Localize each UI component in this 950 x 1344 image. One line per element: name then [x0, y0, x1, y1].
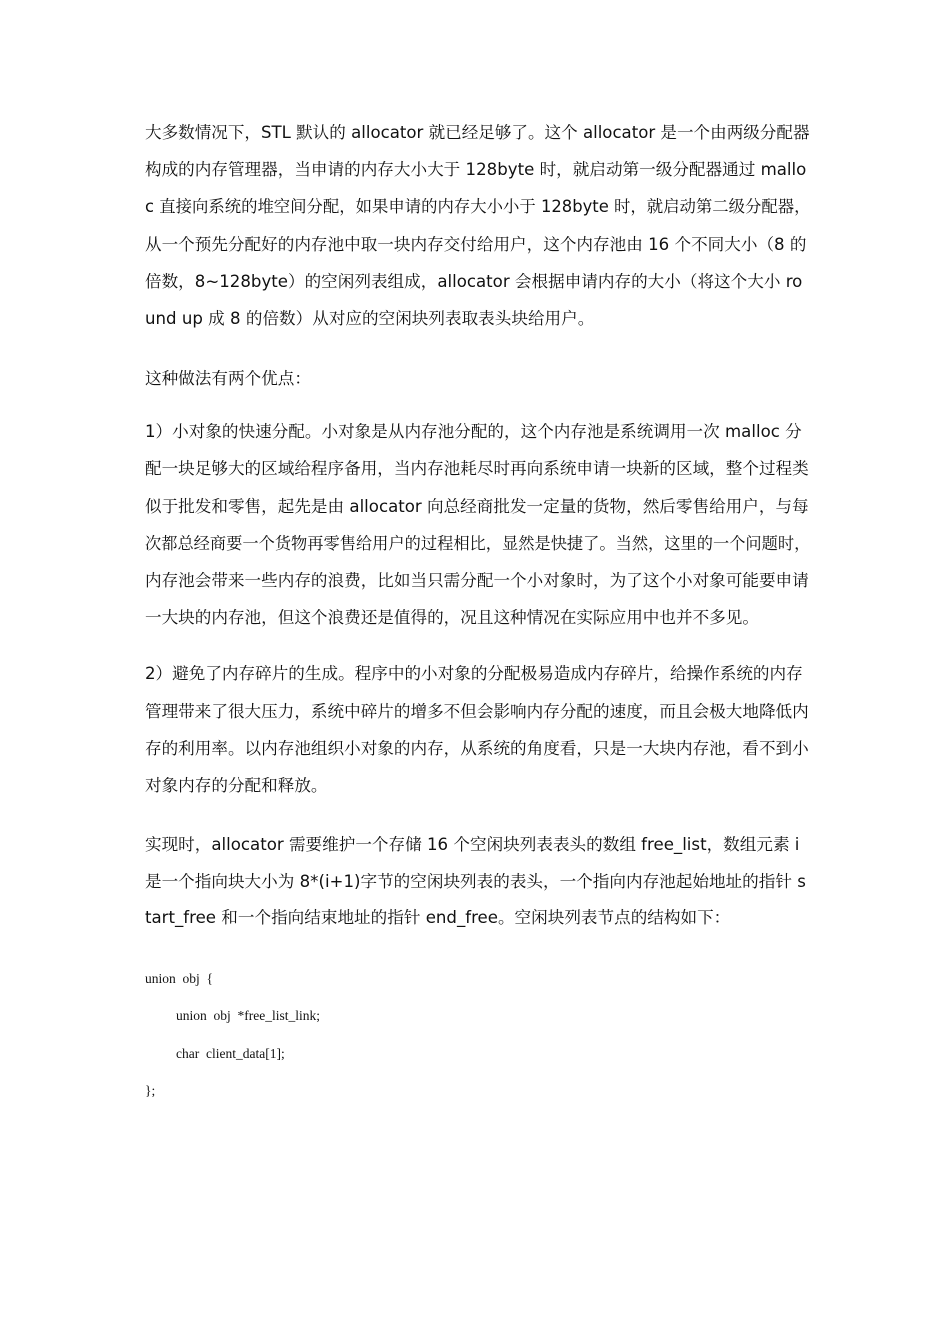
text-line: 一大块的内存池，但这个浪费还是值得的，况且这种情况在实际应用中也并不多见。 [145, 608, 759, 627]
text-line: c 直接向系统的堆空间分配，如果申请的内存大小小于 128byte 时，就启动第二级分配器， [145, 197, 811, 216]
text-line: 管理带来了很大压力，系统中碎片的增多不但会影响内存分配的速度，而且会极大地降低内 [145, 702, 809, 721]
code-line: union obj *free_list_link; [176, 1008, 320, 1023]
text-line: 存的利用率。以内存池组织小对象的内存，从系统的角度看，只是一大块内存池，看不到小 [145, 739, 809, 758]
text-line: 构成的内存管理器，当申请的内存大小大于 128byte 时，就启动第一级分配器通过 mallo [145, 160, 807, 179]
text-line: 倍数，8~128byte）的空闲列表组成，allocator 会根据申请内存的大小（将这个大小 ro [145, 272, 803, 291]
text-line: 从一个预先分配好的内存池中取一块内存交付给用户，这个内存池由 16 个不同大小（8 的 [145, 235, 807, 254]
text-line: 似于批发和零售，起先是由 allocator 向总经商批发一定量的货物，然后零售给用户，与每 [145, 497, 809, 516]
text-line: 2）避免了内存碎片的生成。程序中的小对象的分配极易造成内存碎片，给操作系统的内存 [145, 664, 803, 683]
text-line: 次都总经商要一个货物再零售给用户的过程相比，显然是快捷了。当然，这里的一个问题时， [145, 534, 811, 553]
text-line: 对象内存的分配和释放。 [145, 776, 328, 795]
text-line: 这种做法有两个优点： [145, 369, 311, 388]
text-line: 是一个指向块大小为 8*(i+1)字节的空闲块列表的表头，一个指向内存池起始地址的指针 s [145, 872, 806, 891]
text-line: 内存池会带来一些内存的浪费，比如当只需分配一个小对象时，为了这个小对象可能要申请 [145, 571, 809, 590]
code-line: }; [145, 1083, 156, 1098]
text-line: tart_free 和一个指向结束地址的指针 end_free。空闲块列表节点的结构如下： [145, 908, 731, 927]
text-line: und up 成 8 的倍数）从对应的空闲块列表取表头块给用户。 [145, 309, 595, 328]
text-line: 配一块足够大的区域给程序备用，当内存池耗尽时再向系统申请一块新的区域，整个过程类 [145, 459, 809, 478]
text-line: 1）小对象的快速分配。小对象是从内存池分配的，这个内存池是系统调用一次 malloc 分 [145, 422, 802, 441]
code-line: char client_data[1]; [176, 1046, 285, 1061]
text-line: 实现时，allocator 需要维护一个存储 16 个空闲块列表表头的数组 free_list，数组元素 i [145, 835, 800, 854]
code-line: union obj { [145, 971, 213, 986]
text-line: 大多数情况下，STL 默认的 allocator 就已经足够了。这个 allocator 是一个由两级分配器 [145, 123, 810, 142]
